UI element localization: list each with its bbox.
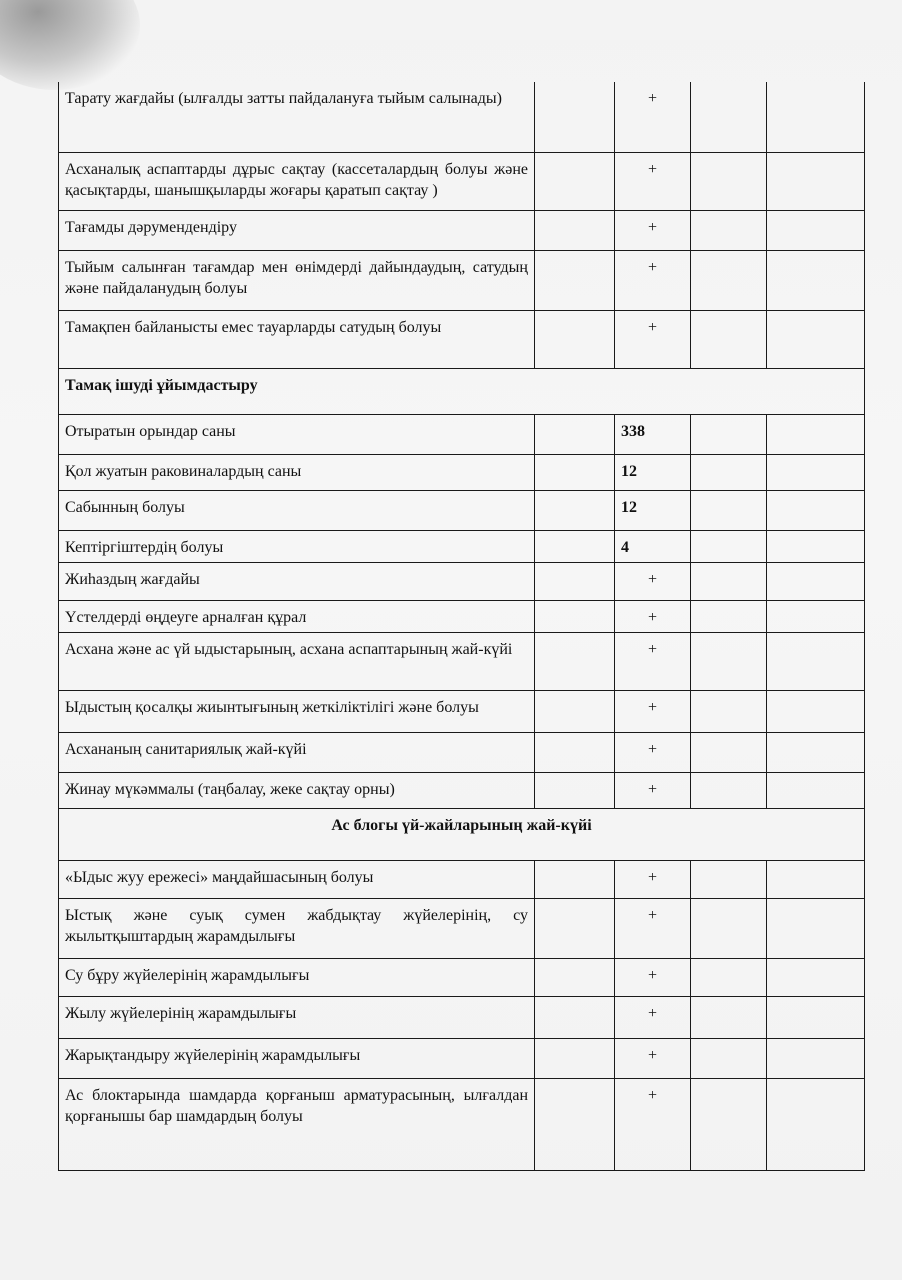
table-row	[59, 310, 865, 368]
section-header-row	[59, 368, 865, 414]
criterion-label: Ыдыстың қосалқы жиынтығының жеткіліктілігі және болуы	[59, 690, 535, 732]
empty-cell	[691, 490, 767, 530]
empty-cell	[691, 632, 767, 690]
criterion-label: Жинау мүкәммалы (таңбалау, жеке сақтау орны)	[59, 772, 535, 808]
empty-cell	[691, 958, 767, 996]
section-title: Тамақ ішуді ұйымдастыру	[59, 368, 865, 414]
empty-cell	[691, 210, 767, 250]
empty-cell	[535, 860, 615, 898]
criterion-label: Тағамды дәрумендендіру	[59, 210, 535, 250]
empty-cell	[535, 310, 615, 368]
empty-cell	[691, 82, 767, 152]
table-row	[59, 600, 865, 632]
empty-cell	[535, 490, 615, 530]
empty-cell	[691, 250, 767, 310]
empty-cell	[767, 1038, 865, 1078]
empty-cell	[691, 1078, 767, 1170]
table-row	[59, 732, 865, 772]
criterion-label: Асхана және ас үй ыдыстарының, асхана аспаптарының жай-күйі	[59, 632, 535, 690]
empty-cell	[691, 414, 767, 454]
table-row	[59, 250, 865, 310]
empty-cell	[535, 958, 615, 996]
plus-mark: +	[615, 690, 691, 732]
empty-cell	[691, 152, 767, 210]
empty-cell	[767, 958, 865, 996]
empty-cell	[535, 772, 615, 808]
criterion-label: «Ыдыс жуу ережесі» маңдайшасының болуы	[59, 860, 535, 898]
empty-cell	[767, 860, 865, 898]
table-row	[59, 996, 865, 1038]
criterion-label: Асханалық аспаптарды дұрыс сақтау (кассеталардың болуы және қасықтарды, шанышқыларды жоғары қаратып сақтау )	[59, 152, 535, 210]
plus-mark: +	[615, 632, 691, 690]
empty-cell	[691, 454, 767, 490]
plus-mark: +	[615, 600, 691, 632]
criterion-label: Қол жуатын раковиналардың саны	[59, 454, 535, 490]
plus-mark: +	[615, 898, 691, 958]
plus-mark: +	[615, 82, 691, 152]
table-row	[59, 490, 865, 530]
empty-cell	[767, 898, 865, 958]
plus-mark: +	[615, 562, 691, 600]
empty-cell	[691, 898, 767, 958]
plus-mark: +	[615, 210, 691, 250]
count-value: 338	[615, 414, 691, 454]
table-row	[59, 690, 865, 732]
plus-mark: +	[615, 772, 691, 808]
empty-cell	[767, 562, 865, 600]
empty-cell	[535, 82, 615, 152]
table-row	[59, 898, 865, 958]
empty-cell	[767, 632, 865, 690]
plus-mark: +	[615, 1078, 691, 1170]
empty-cell	[535, 600, 615, 632]
empty-cell	[767, 250, 865, 310]
empty-cell	[535, 152, 615, 210]
empty-cell	[767, 732, 865, 772]
empty-cell	[767, 310, 865, 368]
table-row	[59, 414, 865, 454]
criterion-label: Ыстық және суық сумен жабдықтау жүйелерінің, су жылытқыштардың жарамдылығы	[59, 898, 535, 958]
empty-cell	[691, 996, 767, 1038]
plus-mark: +	[615, 310, 691, 368]
table-row	[59, 562, 865, 600]
plus-mark: +	[615, 732, 691, 772]
criterion-label: Су бұру жүйелерінің жарамдылығы	[59, 958, 535, 996]
empty-cell	[691, 690, 767, 732]
section-title: Ас блогы үй-жайларының жай-күйі	[59, 808, 865, 860]
plus-mark: +	[615, 250, 691, 310]
empty-cell	[691, 600, 767, 632]
table-row	[59, 1038, 865, 1078]
criterion-label: Тамақпен байланысты емес тауарларды сатудың болуы	[59, 310, 535, 368]
empty-cell	[691, 860, 767, 898]
empty-cell	[767, 530, 865, 562]
empty-cell	[535, 898, 615, 958]
section-header-row	[59, 808, 865, 860]
empty-cell	[691, 310, 767, 368]
empty-cell	[691, 732, 767, 772]
table-row	[59, 772, 865, 808]
empty-cell	[691, 562, 767, 600]
empty-cell	[767, 152, 865, 210]
empty-cell	[535, 562, 615, 600]
photo-shadow	[0, 0, 140, 90]
empty-cell	[767, 1078, 865, 1170]
table-row	[59, 152, 865, 210]
empty-cell	[767, 772, 865, 808]
plus-mark: +	[615, 1038, 691, 1078]
criterion-label: Жиһаздың жағдайы	[59, 562, 535, 600]
criterion-label: Тарату жағдайы (ылғалды затты пайдалануға тыйым салынады)	[59, 82, 535, 152]
empty-cell	[767, 414, 865, 454]
table-row	[59, 632, 865, 690]
empty-cell	[535, 1078, 615, 1170]
plus-mark: +	[615, 996, 691, 1038]
plus-mark: +	[615, 152, 691, 210]
empty-cell	[535, 690, 615, 732]
empty-cell	[767, 490, 865, 530]
table-row	[59, 958, 865, 996]
empty-cell	[535, 414, 615, 454]
count-value: 4	[615, 530, 691, 562]
empty-cell	[691, 1038, 767, 1078]
criterion-label: Ас блоктарында шамдарда қорғаныш арматурасының, ылғалдан қорғанышы бар шамдардың болуы	[59, 1078, 535, 1170]
empty-cell	[535, 250, 615, 310]
empty-cell	[767, 454, 865, 490]
table-row	[59, 454, 865, 490]
table-row	[59, 210, 865, 250]
empty-cell	[691, 772, 767, 808]
empty-cell	[535, 210, 615, 250]
table-row	[59, 1078, 865, 1170]
criterion-label: Кептіргіштердің болуы	[59, 530, 535, 562]
empty-cell	[767, 996, 865, 1038]
criterion-label: Жылу жүйелерінің жарамдылығы	[59, 996, 535, 1038]
empty-cell	[535, 1038, 615, 1078]
criterion-label: Отыратын орындар саны	[59, 414, 535, 454]
criterion-label: Үстелдерді өңдеуге арналған құрал	[59, 600, 535, 632]
count-value: 12	[615, 490, 691, 530]
table-row	[59, 860, 865, 898]
table-row	[59, 82, 865, 152]
plus-mark: +	[615, 958, 691, 996]
table-row	[59, 530, 865, 562]
empty-cell	[535, 996, 615, 1038]
inspection-table	[58, 82, 865, 1171]
criterion-label: Жарықтандыру жүйелерінің жарамдылығы	[59, 1038, 535, 1078]
empty-cell	[767, 210, 865, 250]
empty-cell	[535, 454, 615, 490]
count-value: 12	[615, 454, 691, 490]
criterion-label: Сабынның болуы	[59, 490, 535, 530]
criterion-label: Асхананың санитариялық жай-күйі	[59, 732, 535, 772]
empty-cell	[535, 732, 615, 772]
empty-cell	[691, 530, 767, 562]
empty-cell	[767, 600, 865, 632]
plus-mark: +	[615, 860, 691, 898]
empty-cell	[535, 530, 615, 562]
empty-cell	[767, 82, 865, 152]
empty-cell	[535, 632, 615, 690]
empty-cell	[767, 690, 865, 732]
criterion-label: Тыйым салынған тағамдар мен өнімдерді дайындаудың, сатудың және пайдаланудың болуы	[59, 250, 535, 310]
